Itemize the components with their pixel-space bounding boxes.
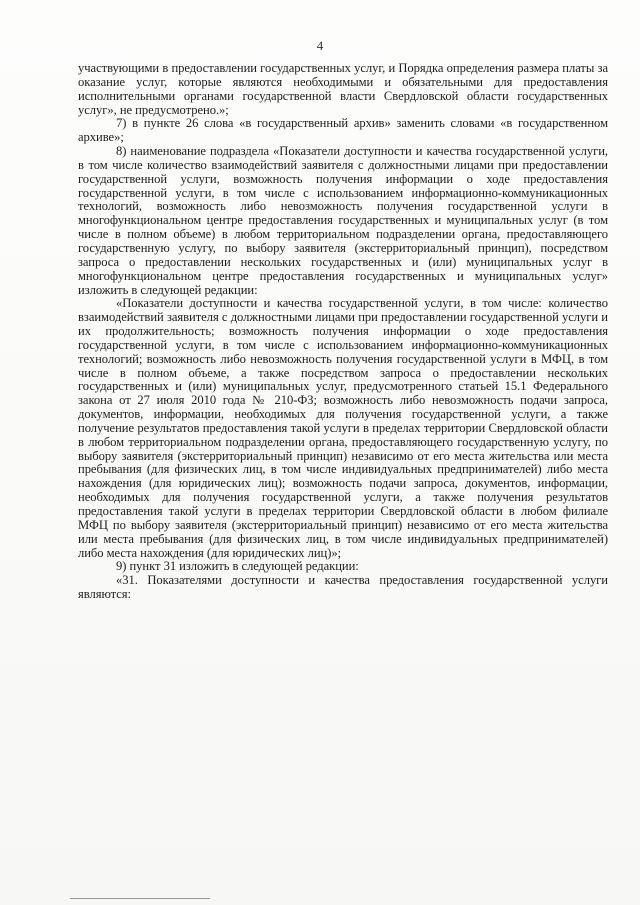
scan-bottom-line bbox=[70, 898, 210, 899]
paragraph-item-8: 8) наименование подраздела «Показатели доступности и качества государственной услуги, в том числе количество взаимодействий заявителя с должностными лицами при предоставлении государственной услуги, возможность получения информации о ходе предоставления государственной услуги, в том числе с использованием информационно-коммуникационных технологий, возможность либо невозможность получения государственной услуги в многофункциональном центре предоставления государственных и муниципальных услуг (в том числе в полном объеме) в любом территориальном подразделении органа, предоставляющего государственную услугу, по выбору заявителя (экстерриториальный принцип), посредством запроса о предоставлении нескольких государственных и (или) муниципальных услуг в многофункциональном центре предоставления государственных и муниципальных услуг» изложить в следующей редакции: bbox=[78, 144, 608, 297]
paragraph-quoted-indicators: «Показатели доступности и качества государственной услуги, в том числе: количество взаимодействий заявителя с должностными лицами при предоставлении государственной услуги и их продолжительность; возможность получения информации о ходе предоставления государственной услуги, в том числе с использованием информационно-коммуникационных технологий; возможность либо невозможность получения государственной услуги в МФЦ, в том числе в полном объеме, а также посредством запроса о предоставлении нескольких государственных и (или) муниципальных услуг, предусмотренного статьей 15.1 Федерального закона от 27 июля 2010 года № 210-ФЗ; возможность либо невозможность подачи запроса, документов, информации, необходимых для получения государственной услуги, а также получение результатов предоставления такой услуги в пределах территории Свердловской области в любом территориальном подразделении органа, предоставляющего государственную услугу, по выбору заявителя (экстерриториальный принцип) независимо от его места жительства или места пребывания (для физических лиц, в том числе индивидуальных предпринимателей) либо места нахождения (для юридических лиц); возможность подачи запроса, документов, информации, необходимых для получения государственной услуги, а также получения результатов предоставления такой услуги в пределах территории Свердловской области в любом филиале МФЦ по выбору заявителя (экстерриториальный принцип) независимо от его места жительства или места пребывания (для физических лиц, в том числе индивидуальных предпринимателей) либо места нахождения (для юридических лиц)»; bbox=[78, 296, 608, 560]
page-number: 4 bbox=[316, 38, 324, 53]
paragraph-item-31: «31. Показателями доступности и качества предоставления государственной услуги являются: bbox=[78, 573, 608, 602]
paragraph-continuation: участвующими в предоставлении государственных услуг, и Порядка определения размера платы за оказание услуг, которые являются необходимыми и обязательными для предоставления исполнительными органами государственной власти Свердловской области государственных услуг», не предусмотрено.»; bbox=[78, 61, 608, 117]
paragraph-item-9: 9) пункт 31 изложить в следующей редакции: bbox=[116, 559, 359, 574]
document-body bbox=[78, 62, 608, 602]
paragraph-item-7: 7) в пункте 26 слова «в государственный архив» заменить словами «в государственном архиве»; bbox=[78, 116, 608, 145]
